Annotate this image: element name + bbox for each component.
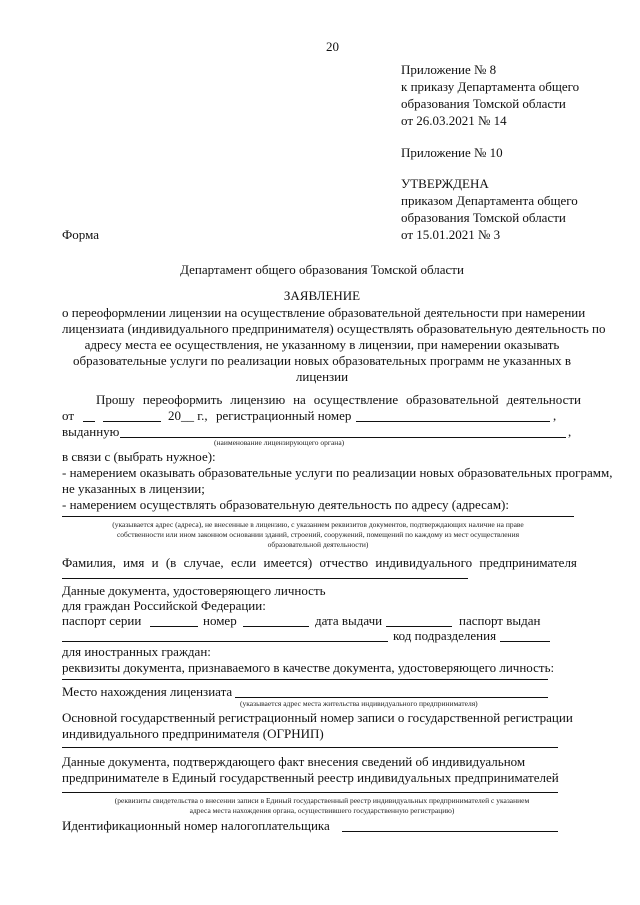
- fio-word: индивидуального: [375, 555, 473, 570]
- fio-word: случае,: [183, 555, 224, 570]
- fio-word: предпринимателя: [479, 555, 577, 570]
- ogrnip-label-line: Основной государственный регистрационный номер записи о государственной регистрации: [62, 710, 573, 725]
- comma: ,: [553, 408, 557, 423]
- fio-label: [62, 555, 577, 571]
- ogrnip-label-line: индивидуального предпринимателя (ОГРНИП): [62, 726, 324, 741]
- division-code-field[interactable]: [500, 641, 550, 642]
- passport-number-field[interactable]: [243, 626, 309, 627]
- subtitle-line: адресу места ее осуществления, не указанному в лицензии, при намерении оказывать: [84, 337, 560, 352]
- reason-item: - намерением осуществлять образовательную деятельность по адресу (адресам):: [62, 497, 509, 512]
- approved-line: от 15.01.2021 № 3: [401, 227, 501, 242]
- request-intro: [96, 392, 581, 408]
- issue-date-field[interactable]: [386, 626, 452, 627]
- approved-line: приказом Департамента общего: [401, 193, 578, 208]
- inn-field[interactable]: [342, 831, 558, 832]
- address-caption-line: собственности или ином законном основании зданий, строений, сооружений, помещений по каждому из мест осуществления: [116, 530, 520, 539]
- subtitle-line: лицензиата (индивидуального предпринимателя) осуществлять образовательную деятельность по: [62, 321, 606, 336]
- fio-word: если: [230, 555, 257, 570]
- intro-word: переоформить: [142, 392, 223, 407]
- rf-citizens-label: для граждан Российской Федерации:: [62, 598, 266, 613]
- division-code-label: код подразделения: [393, 628, 497, 643]
- egrip-caption-line: адреса места нахождения органа, осуществившего государственную регистрацию): [189, 806, 455, 815]
- issued-by-label: паспорт выдан: [459, 613, 541, 628]
- egrip-label-line: предпринимателе в Единый государственный реестр индивидуальных предпринимателей: [62, 770, 559, 785]
- fio-word: имя: [123, 555, 145, 570]
- form-label: Форма: [62, 227, 99, 242]
- identity-header: Данные документа, удостоверяющего личность: [62, 583, 326, 598]
- intro-word: на: [293, 392, 306, 407]
- appendix-8-line: к приказу Департамента общего: [401, 79, 580, 94]
- intro-word: образовательной: [406, 392, 499, 407]
- page-number: 20: [326, 39, 339, 54]
- reasons-header: в связи с (выбрать нужное):: [62, 449, 216, 464]
- license-month-field[interactable]: [103, 421, 161, 422]
- license-year-text: 20__ г.,: [168, 408, 208, 423]
- intro-word: Прошу: [96, 392, 135, 407]
- passport-series-field[interactable]: [150, 626, 198, 627]
- foreign-doc-field[interactable]: [62, 679, 548, 680]
- issuer-caption: (наименование лицензирующего органа): [214, 438, 345, 447]
- subtitle-line: о переоформлении лицензии на осуществление образовательной деятельности при намерении: [62, 305, 586, 320]
- fio-word: отчество: [319, 555, 369, 570]
- passport-series-label: паспорт серии: [62, 613, 142, 628]
- foreign-citizens-label: для иностранных граждан:: [62, 644, 211, 659]
- location-field[interactable]: [235, 697, 548, 698]
- reason-item: - намерением оказывать образовательные услуги по реализации новых образовательных программ,: [62, 465, 613, 480]
- document-title: ЗАЯВЛЕНИЕ: [283, 288, 361, 303]
- address-caption-line: образовательной деятельности): [267, 540, 369, 549]
- issue-date-label: дата выдачи: [315, 613, 383, 628]
- reason-item: не указанных в лицензии;: [62, 481, 205, 496]
- inn-label: Идентификационный номер налогоплательщика: [62, 818, 330, 833]
- location-caption: (указывается адрес места жительства индивидуального предпринимателя): [240, 699, 478, 708]
- issued-label: выданную: [62, 424, 120, 439]
- fio-word: и: [151, 555, 159, 570]
- license-day-field[interactable]: [83, 421, 95, 422]
- approved-line: образования Томской области: [401, 210, 566, 225]
- issued-by-field[interactable]: [62, 641, 388, 642]
- appendix-8-line: от 26.03.2021 № 14: [401, 113, 507, 128]
- department-name: Департамент общего образования Томской области: [180, 262, 464, 277]
- from-prefix: от: [62, 408, 75, 423]
- appendix-10: Приложение № 10: [401, 145, 503, 160]
- subtitle-line: образовательные услуги по реализации новых образовательных программ не указанных в: [72, 353, 571, 368]
- reg-number-label: регистрационный номер: [216, 408, 352, 423]
- appendix-8-line: образования Томской области: [401, 96, 566, 111]
- intro-word: лицензию: [230, 392, 286, 407]
- egrip-caption-line: (реквизиты свидетельства о внесении записи в Единый государственный реестр индивидуальных предпринимателей с указанием: [114, 796, 530, 805]
- location-label: Место нахождения лицензиата: [62, 684, 233, 699]
- intro-word: деятельности: [506, 392, 581, 407]
- address-field[interactable]: [62, 516, 574, 517]
- fio-word: (в: [165, 555, 177, 570]
- address-caption-line: (указывается адрес (адреса), не внесенные в лицензию, с указанием реквизитов документов, подтверждающих наличие на праве: [112, 520, 524, 529]
- ogrnip-field[interactable]: [62, 747, 558, 748]
- egrip-label-line: Данные документа, подтверждающего факт внесения сведений об индивидуальном: [62, 754, 526, 769]
- fio-word: Фамилия,: [62, 555, 116, 570]
- comma: ,: [568, 424, 572, 439]
- intro-word: осуществление: [313, 392, 399, 407]
- passport-number-label: номер: [203, 613, 237, 628]
- fio-field[interactable]: [62, 578, 468, 579]
- foreign-doc-label: реквизиты документа, признаваемого в качестве документа, удостоверяющего личность:: [62, 660, 555, 675]
- appendix-8-line: Приложение № 8: [401, 62, 497, 77]
- reg-number-field[interactable]: [356, 421, 550, 422]
- approved-line: УТВЕРЖДЕНА: [401, 176, 489, 191]
- egrip-field[interactable]: [62, 792, 558, 793]
- fio-word: имеется): [263, 555, 313, 570]
- subtitle-line: лицензии: [295, 369, 349, 384]
